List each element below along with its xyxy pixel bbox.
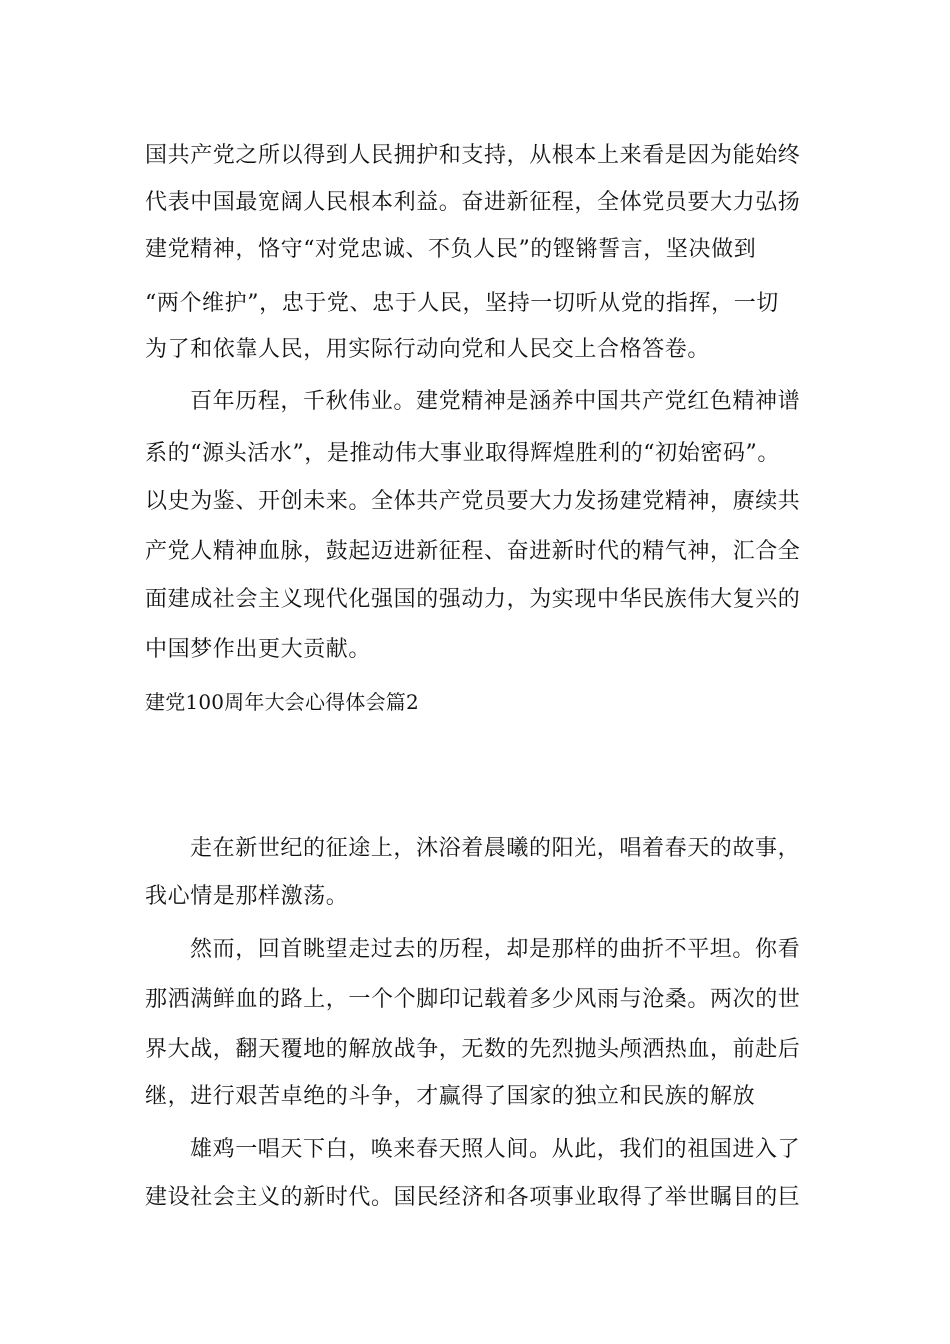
text-line: 为了和依靠人民，用实际行动向党和人民交上合格答卷。 xyxy=(145,337,711,362)
text-line: 雄鸡一唱天下白，唤来春天照人间。从此，我们的祖国进入了 xyxy=(190,1137,801,1162)
text-line: 建设社会主义的新时代。国民经济和各项事业取得了举世瞩目的巨 xyxy=(145,1185,801,1210)
text-line: 我心情是那样激荡。 xyxy=(145,884,349,909)
text-line: 代表中国最宽阔人民根本利益。奋进新征程，全体党员要大力弘扬 xyxy=(145,190,801,215)
text-line: 系的“源头活水”，是推动伟大事业取得辉煌胜利的“初始密码”。 xyxy=(145,441,780,466)
text-line: 国共产党之所以得到人民拥护和支持，从根本上来看是因为能始终 xyxy=(145,143,801,168)
text-line: 界大战，翻天覆地的解放战争，无数的先烈抛头颅洒热血，前赴后 xyxy=(145,1037,801,1062)
section-heading: 建党100周年大会心得体会篇2 xyxy=(145,690,419,714)
text-line: 那洒满鲜血的路上，一个个脚印记载着多少风雨与沧桑。两次的世 xyxy=(145,987,801,1012)
text-line: 继，进行艰苦卓绝的斗争，才赢得了国家的独立和民族的解放 xyxy=(145,1084,756,1109)
text-line: 以史为鉴、开创未来。全体共产党员要大力发扬建党精神，赓续共 xyxy=(145,489,801,514)
text-line: 走在新世纪的征途上，沐浴着晨曦的阳光，唱着春天的故事， xyxy=(190,836,801,861)
text-line: 百年历程，千秋伟业。建党精神是涵养中国共产党红色精神谱 xyxy=(190,389,801,414)
text-line: 面建成社会主义现代化强国的强动力，为实现中华民族伟大复兴的 xyxy=(145,587,801,612)
text-line: “两个维护”，忠于党、忠于人民，坚持一切听从党的指挥，一切 xyxy=(145,291,779,316)
text-line: 产党人精神血脉，鼓起迈进新征程、奋进新时代的精气神，汇合全 xyxy=(145,539,801,564)
text-line: 建党精神，恪守“对党忠诚、不负人民”的铿锵誓言，坚决做到 xyxy=(145,237,757,262)
text-line: 中国梦作出更大贡献。 xyxy=(145,637,372,662)
text-line: 然而，回首眺望走过去的历程，却是那样的曲折不平坦。你看 xyxy=(190,937,801,962)
